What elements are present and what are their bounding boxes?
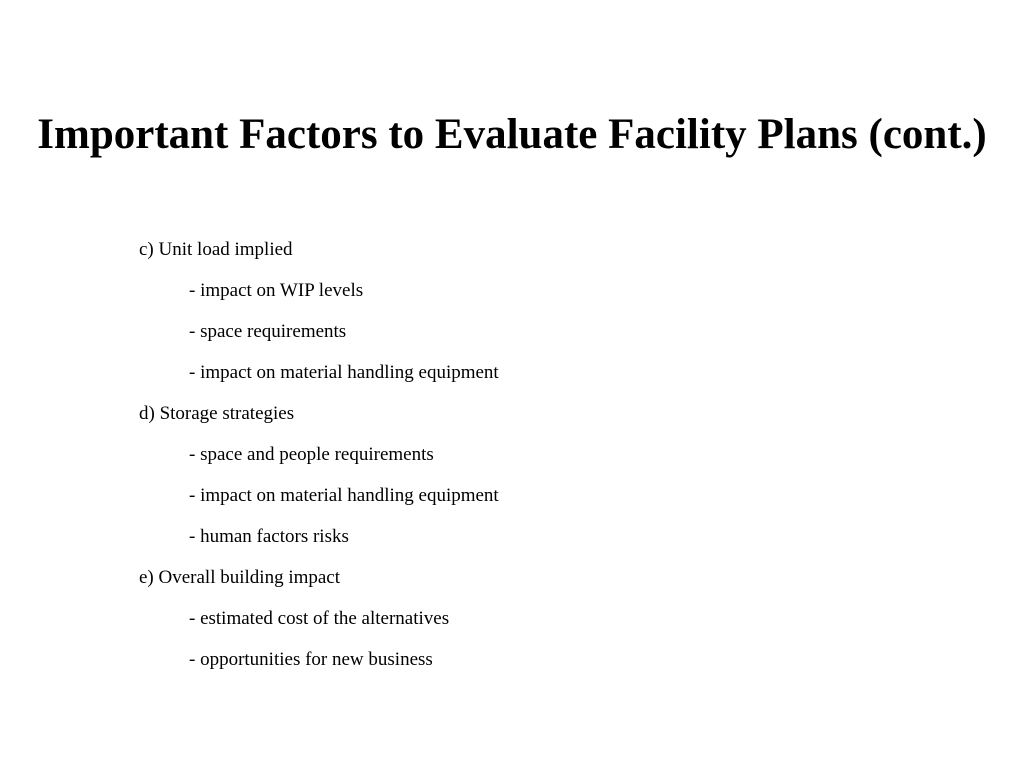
bullet-item: - opportunities for new business [189, 649, 433, 670]
bullet-item: - impact on WIP levels [189, 280, 364, 301]
bullet-item: - estimated cost of the alternatives [189, 608, 450, 629]
slide-body [0, 229, 1024, 680]
bullet-item: - impact on material handling equipment [189, 485, 499, 506]
section-heading: e) Overall building impact [139, 567, 341, 588]
bullet-item: - human factors risks [189, 526, 349, 547]
bullet-item: - space requirements [189, 321, 347, 342]
bullet-item: - impact on material handling equipment [189, 362, 499, 383]
bullet-item: - space and people requirements [189, 444, 434, 465]
slide-title: Important Factors to Evaluate Facility Plans (cont.) [37, 111, 987, 158]
section-heading: c) Unit load implied [139, 239, 293, 260]
section-heading: d) Storage strategies [139, 403, 295, 424]
